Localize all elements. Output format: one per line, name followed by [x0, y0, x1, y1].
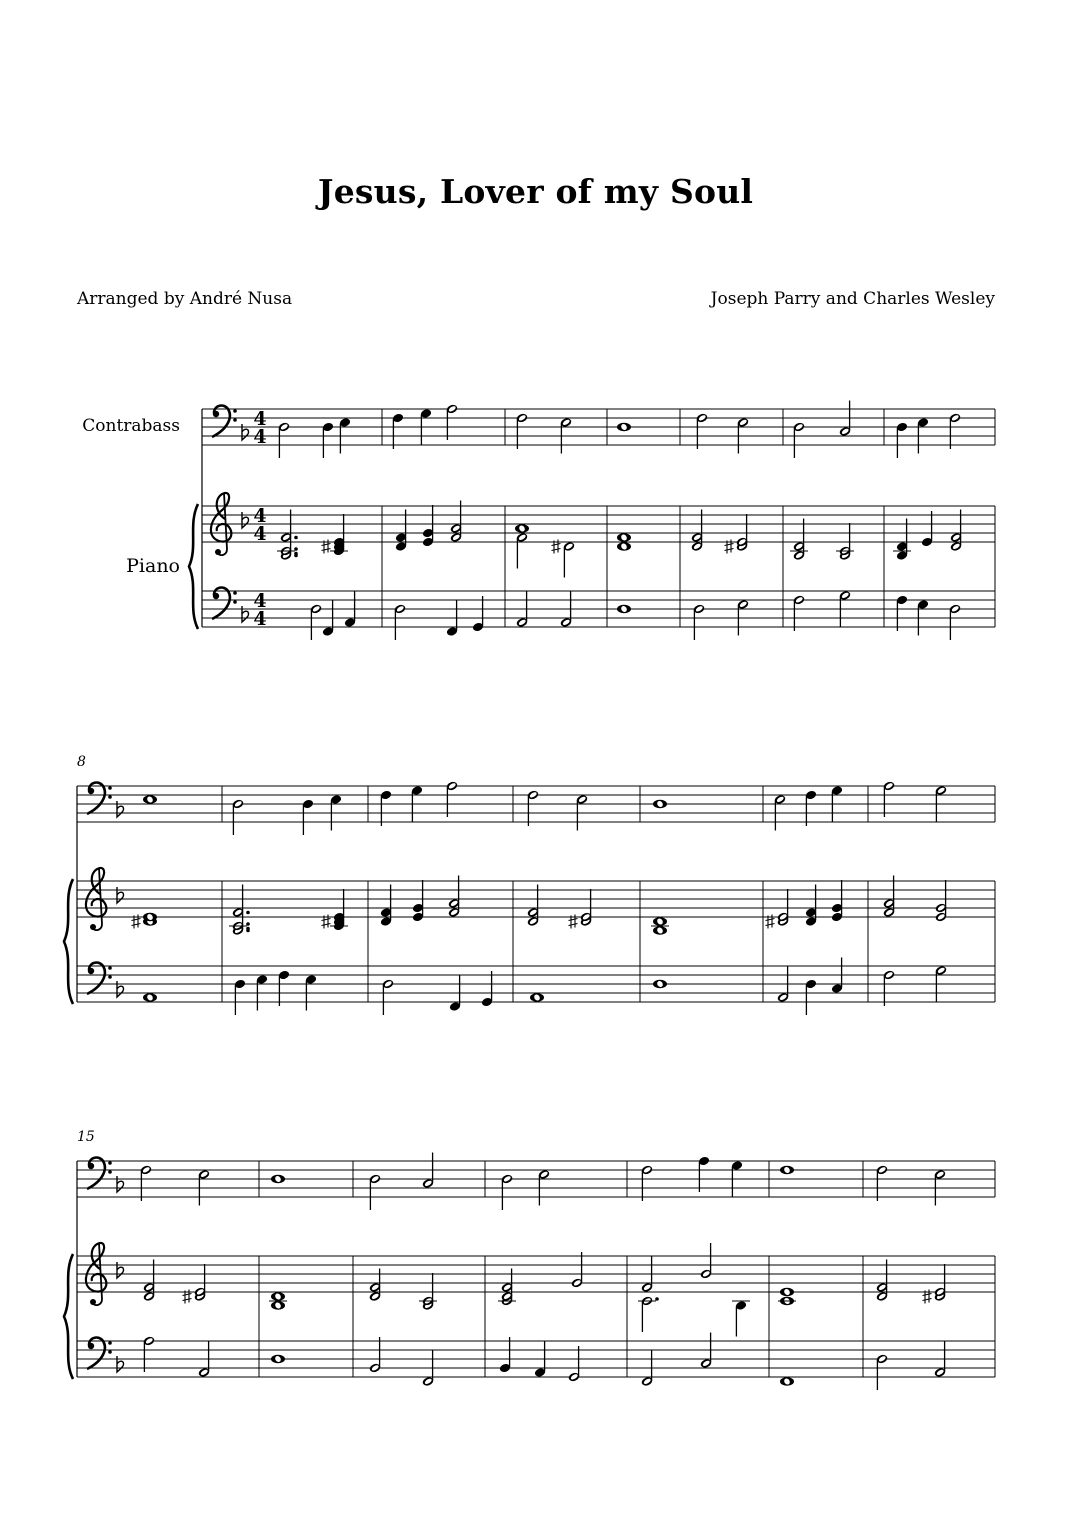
flat-key-signature — [117, 981, 124, 997]
time-signature-bottom: 4 — [253, 426, 267, 448]
flat-key-signature — [242, 424, 249, 440]
note-head — [653, 926, 667, 934]
flat-key-signature — [242, 512, 249, 528]
note-head — [143, 795, 157, 803]
note-head — [515, 524, 529, 532]
measure-number: 8 — [77, 754, 86, 770]
bass-clef-icon — [87, 963, 112, 994]
time-signature-bottom: 4 — [253, 608, 267, 630]
bass-clef-icon — [212, 406, 237, 437]
score-title: Jesus, Lover of my Soul — [317, 172, 754, 211]
notes — [132, 401, 963, 1391]
time-signature-top: 4 — [253, 505, 267, 527]
bass-clef-icon — [87, 783, 112, 814]
contrabass-staff — [202, 409, 995, 445]
note-head — [653, 980, 667, 988]
note-head — [271, 1301, 285, 1309]
note-head — [530, 993, 544, 1001]
time-signature-top: 4 — [253, 408, 267, 430]
bass-clef-icon — [87, 1338, 112, 1369]
score-systems — [64, 401, 995, 1391]
piano-brace — [64, 1254, 73, 1379]
note-head — [653, 917, 667, 925]
piano-brace — [64, 879, 73, 1004]
flat-key-signature — [117, 801, 124, 817]
flat-key-signature — [117, 1356, 124, 1372]
composer-credit: Joseph Parry and Charles Wesley — [710, 289, 995, 309]
time-signature-top: 4 — [253, 590, 267, 612]
note-head — [653, 800, 667, 808]
note-head — [780, 1166, 794, 1174]
flat-key-signature — [117, 1176, 124, 1192]
instrument-label-contrabass: Contrabass — [82, 416, 180, 436]
note-head — [617, 542, 631, 550]
piano-treble-staff — [202, 506, 995, 542]
note-head — [617, 605, 631, 613]
flat-key-signature — [242, 606, 249, 622]
bass-clef-icon — [87, 1158, 112, 1189]
piano-brace — [189, 504, 198, 629]
time-signature-bottom: 4 — [253, 523, 267, 545]
contrabass-staff — [77, 1161, 995, 1197]
note-head — [780, 1288, 794, 1296]
note-head — [271, 1292, 285, 1300]
arranger-credit: Arranged by André Nusa — [77, 289, 293, 309]
note-head — [617, 423, 631, 431]
note-head — [143, 913, 157, 921]
piano-treble-staff — [77, 1256, 995, 1292]
note-head — [780, 1377, 794, 1385]
note-head — [271, 1355, 285, 1363]
note-head — [617, 533, 631, 541]
measure-number: 15 — [77, 1129, 95, 1145]
instrument-label-piano: Piano — [126, 555, 180, 577]
flat-key-signature — [117, 1262, 124, 1278]
note-head — [143, 993, 157, 1001]
bass-clef-icon — [212, 588, 237, 619]
flat-key-signature — [117, 887, 124, 903]
note-head — [271, 1175, 285, 1183]
